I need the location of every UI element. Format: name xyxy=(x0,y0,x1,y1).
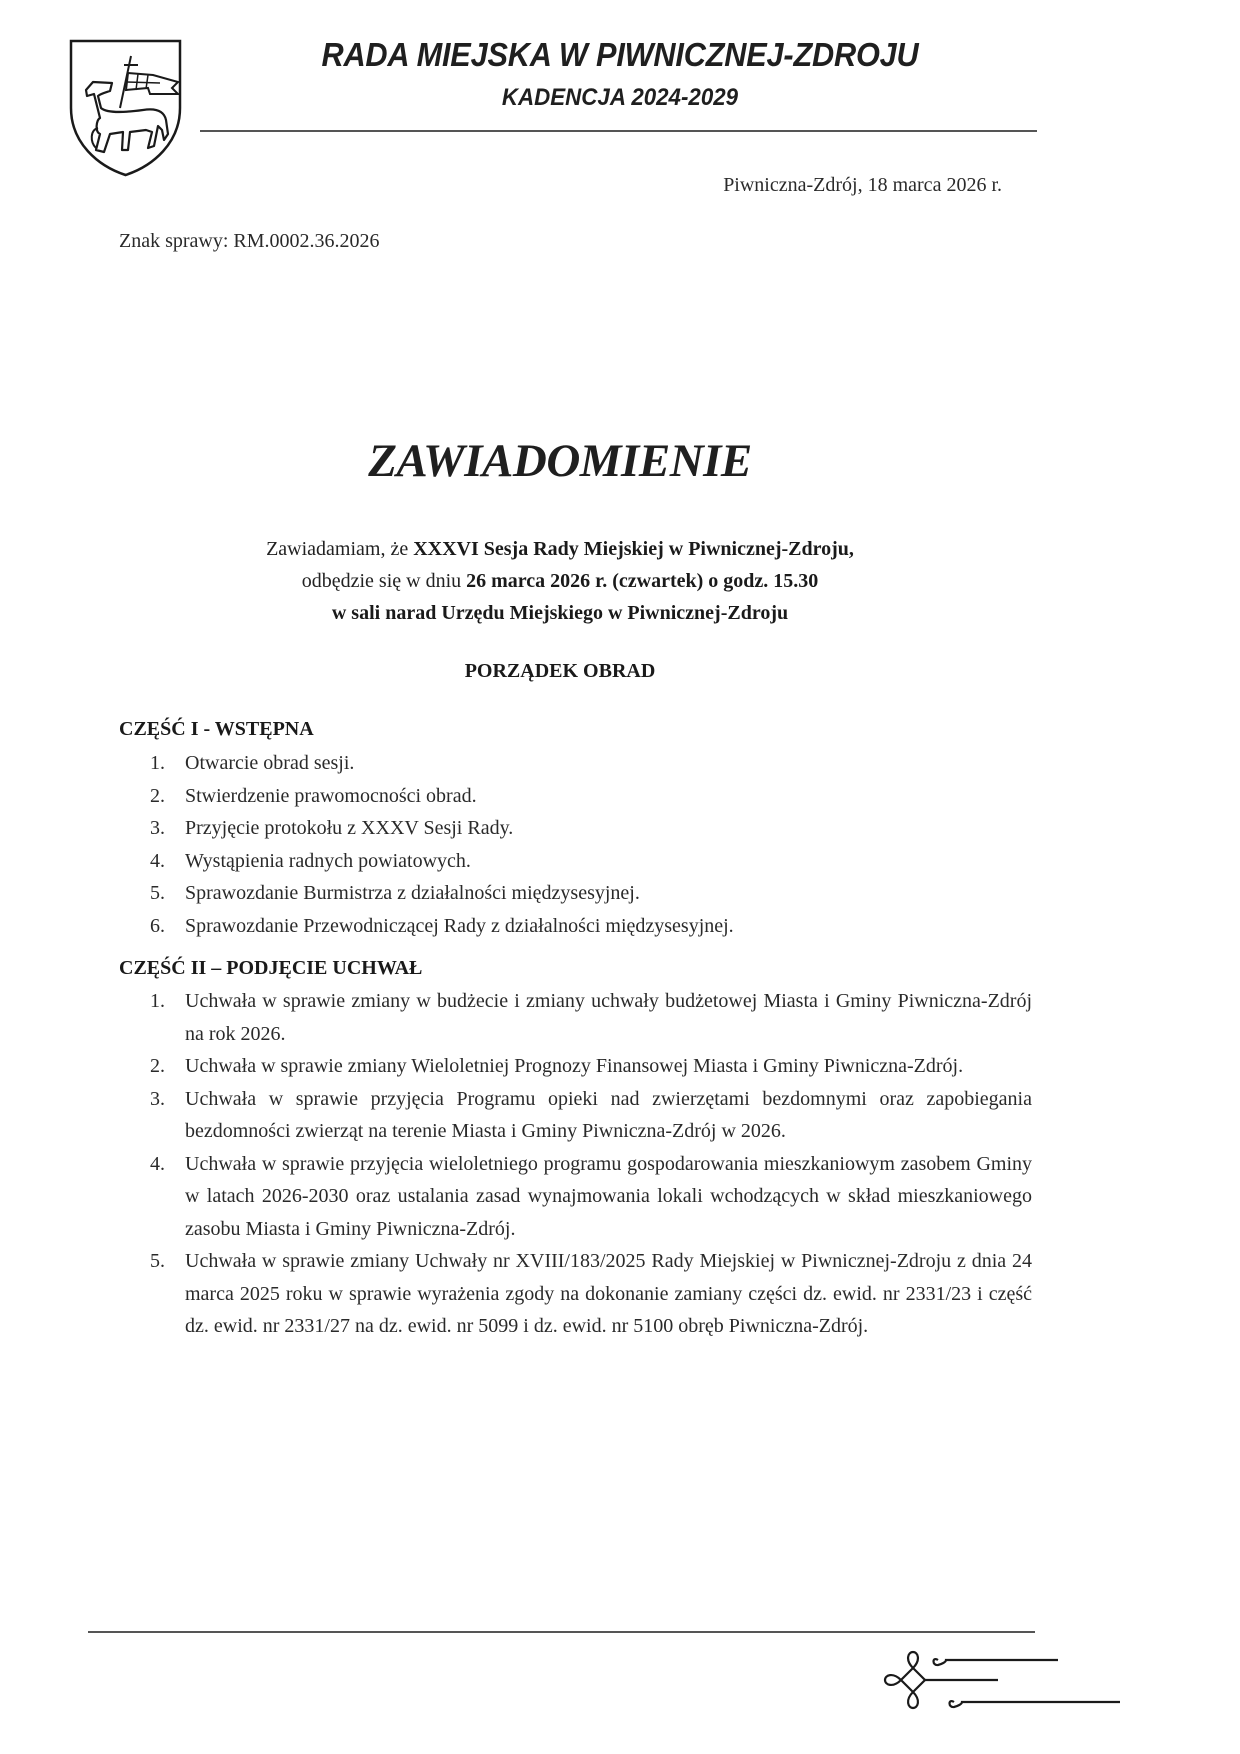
intro-line-2 xyxy=(0,565,1120,597)
section-2-heading: CZĘŚĆ II – PODJĘCIE UCHWAŁ xyxy=(119,957,423,979)
list-item xyxy=(119,1148,1032,1246)
section-1-list xyxy=(119,747,1032,942)
flourish-ornament-icon xyxy=(880,1648,1120,1723)
item-number: 3. xyxy=(150,817,165,839)
item-number: 6. xyxy=(150,914,165,937)
section-1-heading: CZĘŚĆ I - WSTĘPNA xyxy=(119,718,314,740)
notice-intro xyxy=(0,533,1120,629)
list-item xyxy=(119,780,1032,813)
item-number: 4. xyxy=(150,849,165,872)
coat-of-arms-icon xyxy=(68,38,183,178)
item-text: Uchwała w sprawie zmiany w budżecie i zmiany uchwały budżetowej Miasta i Gminy Piwniczna-Zdrój na rok 2026. xyxy=(185,990,1032,1045)
list-item xyxy=(119,845,1032,878)
item-number: 5. xyxy=(150,1250,165,1272)
list-item xyxy=(119,1050,1032,1083)
section-2-list xyxy=(119,985,1032,1343)
place-and-date: Piwniczna-Zdrój, 18 marca 2026 r. xyxy=(723,174,1002,196)
intro-line-3 xyxy=(0,597,1120,629)
item-text: Uchwała w sprawie zmiany Wieloletniej Prognozy Finansowej Miasta i Gminy Piwniczna-Zdrój. xyxy=(185,1055,964,1077)
item-text: Przyjęcie protokołu z XXXV Sesji Rady. xyxy=(185,817,514,839)
notice-title: ZAWIADOMIENIE xyxy=(368,435,752,487)
item-number: 5. xyxy=(150,882,165,904)
item-number: 4. xyxy=(150,1152,165,1175)
item-text: Otwarcie obrad sesji. xyxy=(185,752,355,774)
list-item xyxy=(119,747,1032,780)
council-name-heading: RADA MIEJSKA W PIWNICZNEJ-ZDROJU xyxy=(321,36,919,73)
term-subheading: KADENCJA 2024-2029 xyxy=(501,84,739,111)
item-text: Sprawozdanie Burmistrza z działalności międzysesyjnej. xyxy=(185,882,640,904)
item-text: Wystąpienia radnych powiatowych. xyxy=(185,849,471,872)
intro-date-prefix: odbędzie się w dniu xyxy=(301,570,467,592)
agenda-heading: PORZĄDEK OBRAD xyxy=(464,660,656,682)
session-name: XXXVI Sesja Rady Miejskiej w Piwnicznej-Zdroju, xyxy=(413,538,854,560)
footer-divider xyxy=(88,1631,1035,1633)
session-venue: w sali narad Urzędu Miejskiego w Piwnicznej-Zdroju xyxy=(331,602,789,624)
list-item xyxy=(119,1245,1032,1343)
item-number: 2. xyxy=(150,1055,165,1077)
list-item xyxy=(119,910,1032,943)
list-item xyxy=(119,1083,1032,1148)
item-text: Stwierdzenie prawomocności obrad. xyxy=(185,784,477,807)
item-text: Uchwała w sprawie zmiany Uchwały nr XVIII/183/2025 Rady Miejskiej w Piwnicznej-Zdroju z dnia 24 marca 2025 roku w sprawie wyrażenia zgody na dokonanie zamiany części dz. ewid. nr 2331/23 i część dz. ewid. nr 2331/27 na dz. ewid. nr 5099 i dz. ewid. nr 5100 obręb Piwniczna-Zdrój. xyxy=(185,1250,1032,1337)
item-number: 3. xyxy=(150,1087,165,1110)
session-date-time: 26 marca 2026 r. (czwartek) o godz. 15.30 xyxy=(466,570,819,592)
item-number: 1. xyxy=(150,752,165,774)
intro-line-1 xyxy=(0,533,1120,565)
item-number: 2. xyxy=(150,784,165,807)
case-number: Znak sprawy: RM.0002.36.2026 xyxy=(119,230,380,252)
header-divider xyxy=(200,130,1037,132)
list-item xyxy=(119,812,1032,845)
item-text: Sprawozdanie Przewodniczącej Rady z działalności międzysesyjnej. xyxy=(185,914,734,937)
list-item xyxy=(119,877,1032,910)
item-text: Uchwała w sprawie przyjęcia Programu opieki nad zwierzętami bezdomnymi oraz zapobiegania bezdomności zwierząt na terenie Miasta i Gminy Piwniczna-Zdrój w 2026. xyxy=(185,1087,1032,1142)
list-item xyxy=(119,985,1032,1050)
item-text: Uchwała w sprawie przyjęcia wieloletniego programu gospodarowania mieszkaniowym zasobem Gminy w latach 2026-2030 oraz ustalania zasad wynajmowania lokali wchodzących w skład mieszkaniowego zasobu Miasta i Gminy Piwniczna-Zdrój. xyxy=(185,1152,1032,1240)
item-number: 1. xyxy=(150,990,165,1012)
intro-prefix: Zawiadamiam, że xyxy=(266,538,414,560)
